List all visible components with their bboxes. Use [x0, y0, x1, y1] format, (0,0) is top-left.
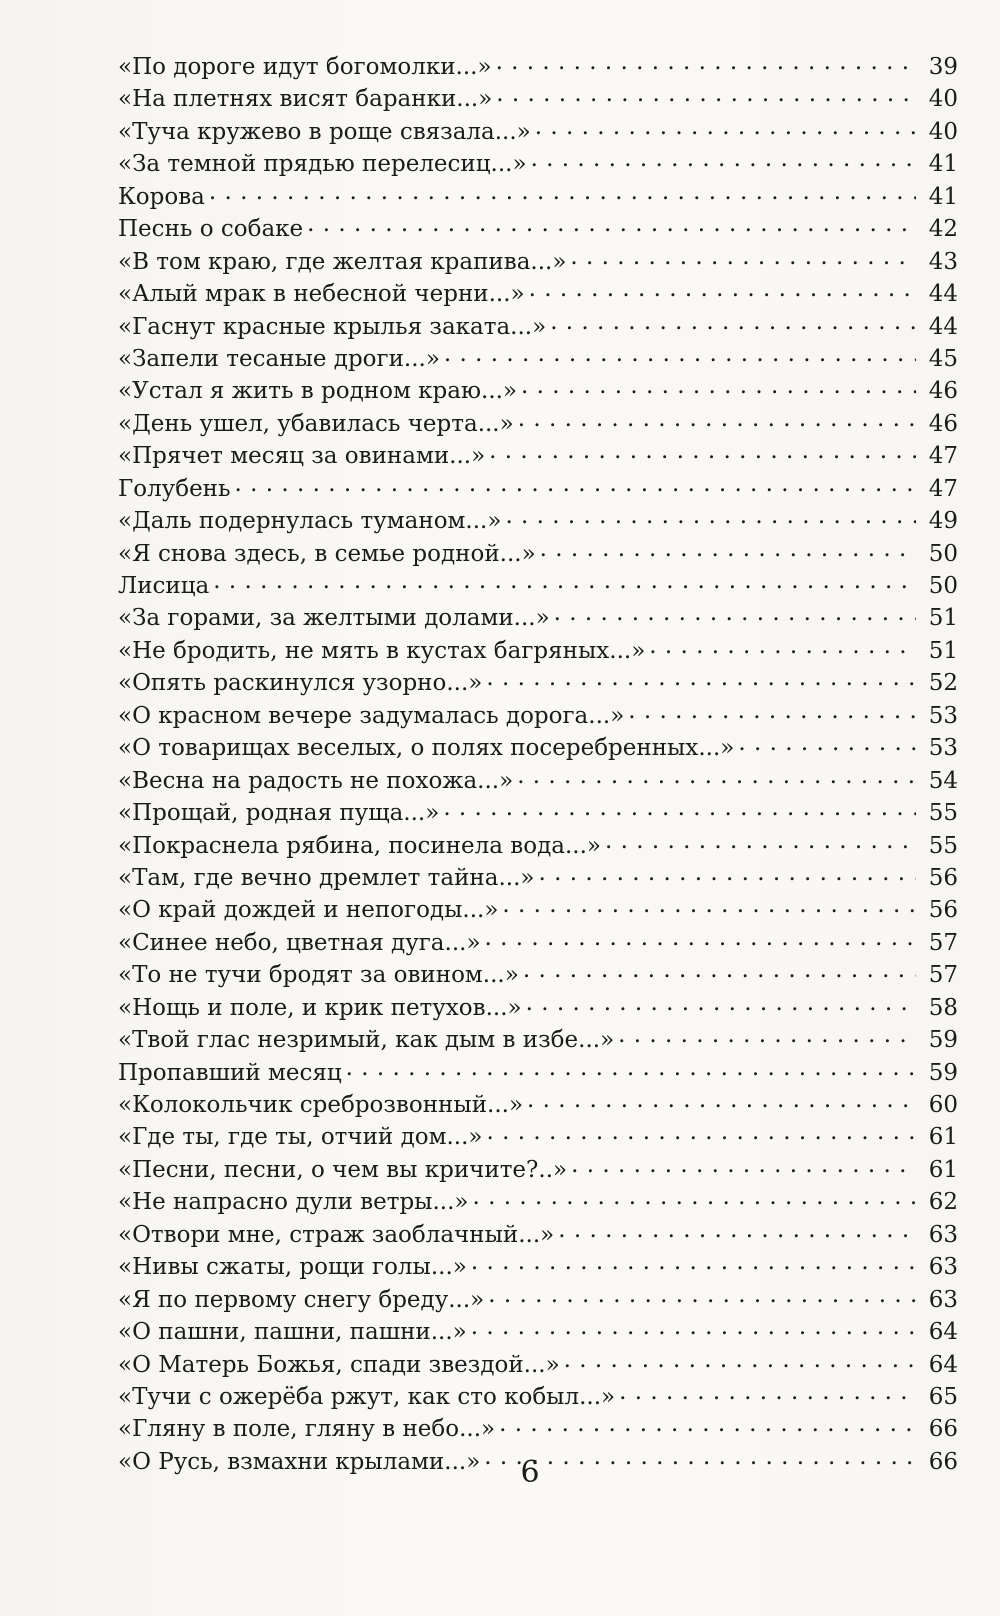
toc-entry-title: «Покраснела рябина, посинела вода...»: [118, 832, 601, 859]
toc-entry-page: 57: [928, 962, 958, 989]
dot-leader: [570, 245, 916, 269]
toc-entry-page: 64: [928, 1319, 958, 1346]
toc-entry-title: «Запели тесаные дроги...»: [118, 345, 440, 372]
toc-entry: [118, 342, 958, 374]
toc-entry: [118, 1283, 958, 1315]
dot-leader: [628, 699, 916, 723]
toc-entry-page: 55: [928, 832, 958, 859]
dot-leader: [558, 1218, 916, 1242]
toc-entry-title: «Опять раскинулся узорно...»: [118, 670, 483, 697]
toc-entry: [118, 310, 958, 342]
toc-entry: [118, 991, 958, 1023]
toc-entry-title: «Даль подернулась туманом...»: [118, 508, 502, 535]
toc-entry-title: «По дороге идут богомолки...»: [118, 54, 492, 80]
dot-leader: [213, 569, 916, 593]
toc-entry: [118, 1120, 958, 1152]
toc-entry: [118, 731, 958, 763]
toc-entry-page: 47: [928, 475, 958, 502]
toc-entry-page: 53: [928, 735, 958, 762]
dot-leader: [471, 1250, 916, 1274]
toc-entry-page: 50: [928, 540, 958, 567]
toc-entry: [118, 1348, 958, 1380]
toc-entry-title: «Весна на радость не похожа...»: [118, 767, 514, 794]
dot-leader: [444, 342, 916, 366]
toc-entry-page: 62: [928, 1189, 958, 1216]
dot-leader: [649, 634, 916, 658]
dot-leader: [486, 666, 916, 690]
toc-entry-title: «За темной прядью перелесиц...»: [118, 151, 527, 178]
toc-entry-title: «Устал я жить в родном краю...»: [118, 378, 518, 405]
toc-entry: [118, 601, 958, 633]
toc-entry: [118, 1250, 958, 1282]
toc-entry-page: 51: [928, 637, 958, 664]
toc-entry-page: 43: [928, 248, 958, 275]
dot-leader: [619, 1380, 916, 1404]
toc-entry-page: 51: [928, 605, 958, 632]
toc-entry-title: «Нощь и поле, и крик петухов...»: [118, 994, 522, 1021]
toc-entry-title: «О Русь, взмахни крылами...»: [118, 1448, 481, 1475]
dot-leader: [443, 796, 916, 820]
dot-leader: [471, 1315, 916, 1339]
dot-leader: [564, 1348, 916, 1372]
toc-entry-title: «Где ты, где ты, отчий дом...»: [118, 1124, 483, 1151]
toc-entry-title: «О Матерь Божья, спади звездой...»: [118, 1351, 560, 1378]
toc-entry-page: 55: [928, 800, 958, 827]
toc-entry-page: 52: [928, 670, 958, 697]
toc-entry-title: «За горами, за желтыми долами...»: [118, 605, 550, 632]
toc-entry-page: 50: [928, 573, 958, 599]
dot-leader: [571, 1153, 916, 1177]
toc-entry-title: «В том краю, где желтая крапива...»: [118, 248, 567, 275]
toc-entry: [118, 796, 958, 828]
toc-entry: [118, 1412, 958, 1444]
toc-entry: [118, 472, 958, 504]
toc-entry: [118, 666, 958, 698]
toc-entry: [118, 277, 958, 309]
dot-leader: [527, 1088, 916, 1112]
toc-entry: [118, 829, 958, 861]
toc-entry-title: «О товарищах веселых, о полях посеребренных...»: [118, 735, 735, 762]
toc-entry-page: 40: [928, 118, 958, 145]
toc-entry-page: 60: [928, 1092, 958, 1118]
dot-leader: [535, 115, 916, 139]
dot-leader: [538, 861, 916, 885]
toc-entry-page: 63: [928, 1221, 958, 1248]
dot-leader: [486, 1120, 916, 1144]
toc-entry-page: 66: [928, 1448, 958, 1475]
toc-entry-title: «На плетнях висят баранки...»: [118, 86, 493, 113]
toc-entry: [118, 50, 958, 82]
toc-entry-title: «Синее небо, цветная дуга...»: [118, 929, 481, 956]
toc-entry-page: 61: [928, 1156, 958, 1183]
toc-entry-title: «Не напрасно дули ветры...»: [118, 1189, 469, 1216]
toc-entry: [118, 861, 958, 893]
toc-entry: [118, 764, 958, 796]
dot-leader: [209, 180, 916, 204]
toc-entry: [118, 1153, 958, 1185]
toc-entry-page: 63: [928, 1286, 958, 1313]
toc-entry-title: «Гаснут красные крылья заката...»: [118, 313, 547, 340]
toc-entry-page: 58: [928, 994, 958, 1021]
toc-entry-page: 65: [928, 1383, 958, 1410]
toc-entry-page: 40: [928, 86, 958, 113]
toc-entry: [118, 180, 958, 212]
dot-leader: [489, 439, 916, 463]
toc-entry-page: 63: [928, 1254, 958, 1281]
dot-leader: [346, 1056, 916, 1080]
toc-entry-page: 59: [928, 1059, 958, 1086]
dot-leader: [499, 1412, 916, 1436]
toc-entry-page: 44: [928, 313, 958, 340]
toc-entry: [118, 926, 958, 958]
dot-leader: [473, 1185, 917, 1209]
toc-entry-page: 66: [928, 1416, 958, 1443]
toc-entry-title: Пропавший месяц: [118, 1059, 342, 1086]
toc-entry-title: «День ушел, убавилась черта...»: [118, 410, 514, 437]
toc-entry-page: 64: [928, 1351, 958, 1378]
toc-entry-title: «Тучи с ожерёба ржут, как сто кобыл...»: [118, 1383, 616, 1410]
toc-entry: [118, 212, 958, 244]
toc-entry-title: «Там, где вечно дремлет тайна...»: [118, 864, 535, 891]
toc-entry-page: 44: [928, 281, 958, 308]
toc-entry: [118, 569, 958, 601]
dot-leader: [550, 310, 916, 334]
toc-entry-page: 56: [928, 864, 958, 891]
toc-entry-title: «Не бродить, не мять в кустах багряных...»: [118, 637, 646, 664]
toc-entry-title: «О край дождей и непогоды...»: [118, 897, 499, 924]
toc-entry-page: 42: [928, 216, 958, 243]
toc-entry-page: 59: [928, 1027, 958, 1054]
toc-entry-title: «Отвори мне, страж заоблачный...»: [118, 1221, 555, 1248]
toc-entry: [118, 245, 958, 277]
dot-leader: [502, 893, 916, 917]
dot-leader: [540, 537, 916, 561]
toc-entry-page: 54: [928, 767, 958, 794]
toc-entry: [118, 893, 958, 925]
toc-entry-page: 61: [928, 1124, 958, 1151]
toc-entry: [118, 537, 958, 569]
toc-entry-title: «Гляну в поле, гляну в небо...»: [118, 1416, 496, 1443]
toc-entry-page: 56: [928, 897, 958, 924]
toc-entry-page: 39: [928, 54, 958, 80]
toc-entry: [118, 82, 958, 114]
toc-entry-page: 41: [928, 183, 958, 210]
dot-leader: [605, 829, 916, 853]
toc-entry: [118, 374, 958, 406]
toc-entry-title: «Песни, песни, о чем вы кричите?..»: [118, 1156, 568, 1183]
dot-leader: [521, 374, 916, 398]
toc-entry: [118, 1088, 958, 1120]
dot-leader: [505, 504, 916, 528]
dot-leader: [554, 601, 916, 625]
toc-entry-title: Корова: [118, 183, 205, 210]
toc-entry-title: «Алый мрак в небесной черни...»: [118, 281, 525, 308]
toc-entry-title: «То не тучи бродят за овином...»: [118, 962, 519, 989]
dot-leader: [523, 958, 916, 982]
dot-leader: [235, 472, 916, 496]
toc-entry-page: 46: [928, 410, 958, 437]
toc-entry: [118, 1218, 958, 1250]
toc-entry-page: 45: [928, 345, 958, 372]
toc-entry-title: Голубень: [118, 475, 231, 502]
toc-entry: [118, 504, 958, 536]
toc-entry: [118, 1315, 958, 1347]
table-of-contents: [118, 50, 958, 1477]
toc-entry-title: «Нивы сжаты, рощи голы...»: [118, 1254, 467, 1281]
dot-leader: [518, 407, 916, 431]
toc-entry-page: 53: [928, 702, 958, 729]
toc-entry: [118, 1023, 958, 1055]
toc-entry: [118, 1056, 958, 1088]
toc-entry-title: «О пашни, пашни, пашни...»: [118, 1319, 467, 1346]
toc-entry-title: «Прячет месяц за овинами...»: [118, 443, 486, 470]
toc-entry-title: «О красном вечере задумалась дорога...»: [118, 702, 625, 729]
toc-entry: [118, 115, 958, 147]
toc-entry: [118, 147, 958, 179]
dot-leader: [485, 926, 916, 950]
dot-leader: [526, 991, 916, 1015]
toc-entry: [118, 1380, 958, 1412]
toc-entry-page: 49: [928, 508, 958, 535]
dot-leader: [529, 277, 916, 301]
toc-entry-page: 57: [928, 929, 958, 956]
toc-entry: [118, 1185, 958, 1217]
dot-leader: [738, 731, 916, 755]
page-number: 6: [520, 1455, 540, 1490]
toc-entry-title: «Я снова здесь, в семье родной...»: [118, 540, 536, 567]
toc-entry: [118, 634, 958, 666]
toc-entry-title: Лисица: [118, 573, 210, 599]
toc-entry: [118, 958, 958, 990]
dot-leader: [307, 212, 916, 236]
toc-entry: [118, 439, 958, 471]
toc-entry: [118, 699, 958, 731]
dot-leader: [517, 764, 916, 788]
toc-entry: [118, 407, 958, 439]
toc-entry-page: 47: [928, 443, 958, 470]
toc-entry-title: «Колокольчик среброзвонный...»: [118, 1092, 524, 1118]
toc-entry-page: 41: [928, 151, 958, 178]
toc-entry-title: «Я по первому снегу бреду...»: [118, 1286, 485, 1313]
toc-entry-title: «Туча кружево в роще связала...»: [118, 118, 531, 145]
toc-entry-title: «Твой глас незримый, как дым в избе...»: [118, 1027, 615, 1054]
dot-leader: [618, 1023, 916, 1047]
dot-leader: [496, 82, 916, 106]
toc-entry-page: 46: [928, 378, 958, 405]
dot-leader: [531, 147, 916, 171]
toc-entry-title: «Прощай, родная пуща...»: [118, 800, 440, 827]
dot-leader: [496, 50, 916, 74]
dot-leader: [488, 1283, 916, 1307]
toc-entry-title: Песнь о собаке: [118, 216, 304, 243]
